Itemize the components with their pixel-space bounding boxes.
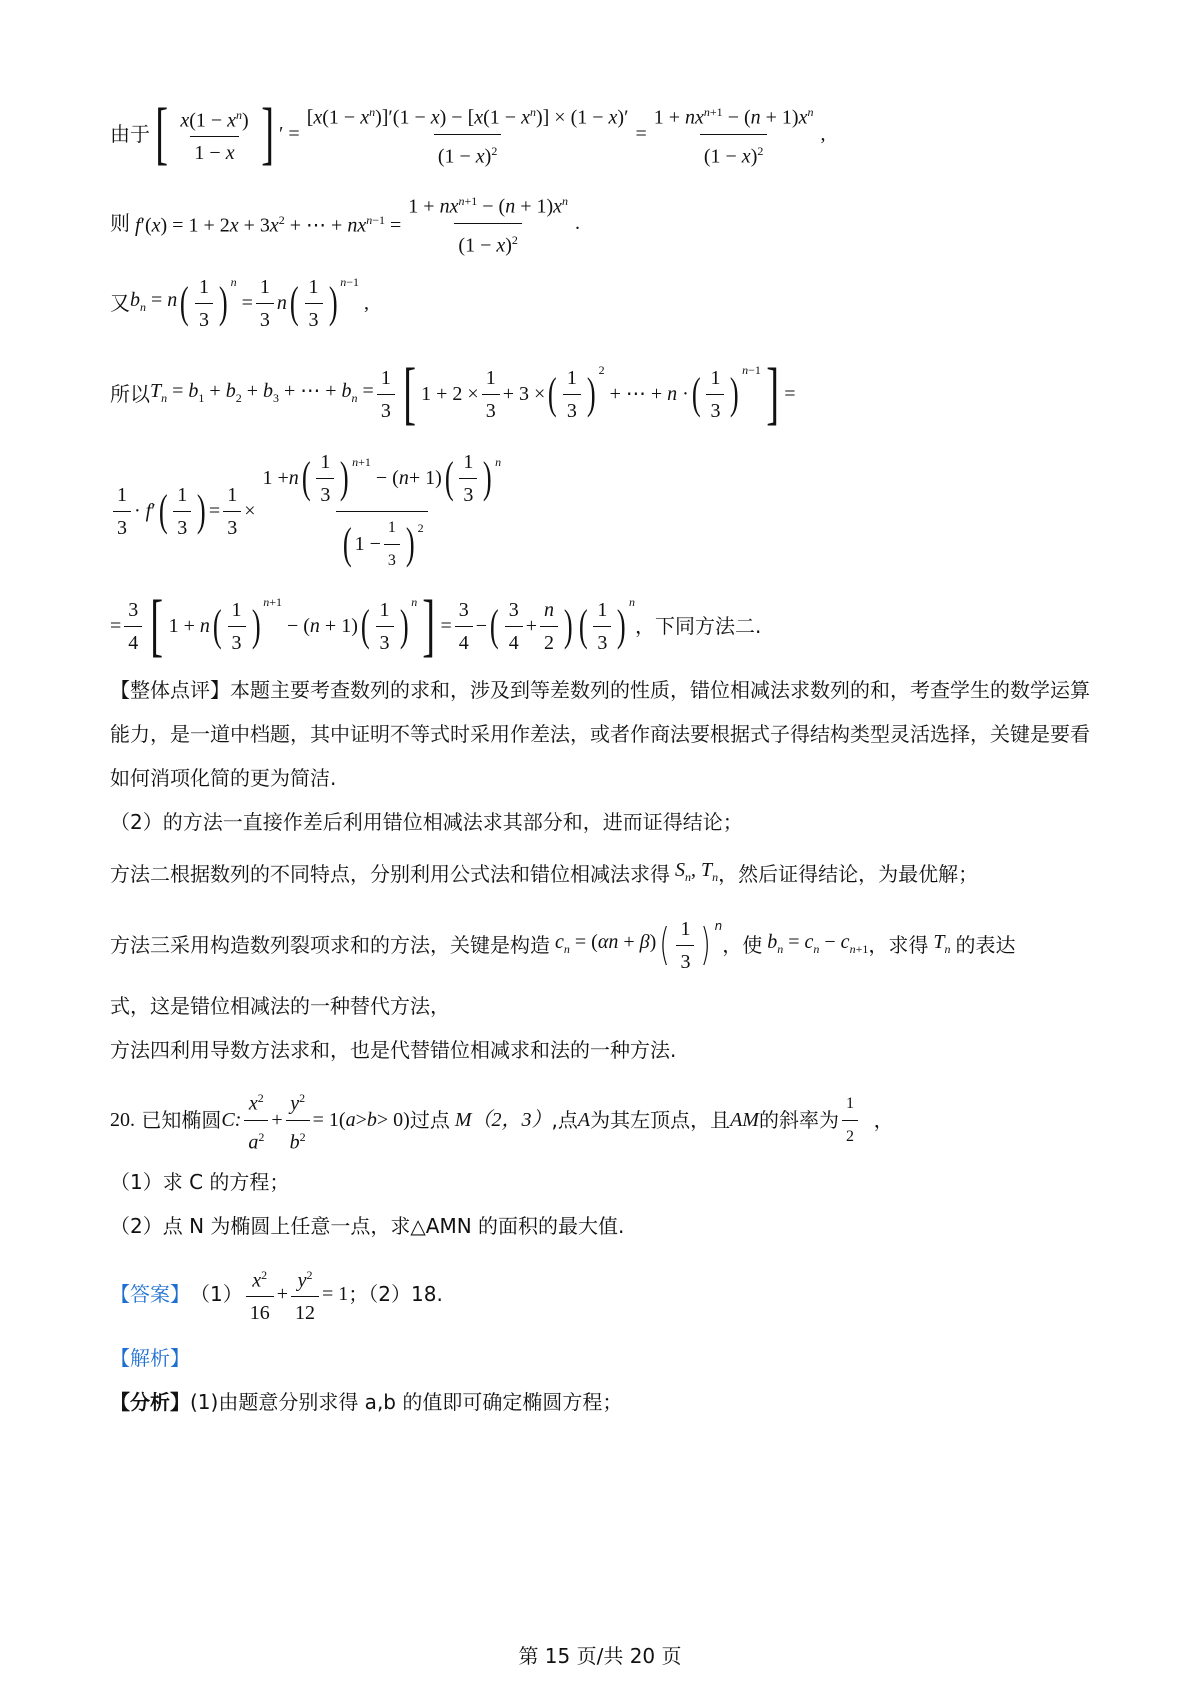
review-p2: （2）的方法一直接作差后利用错位相减法求其部分和，进而证得结论； — [110, 810, 743, 834]
fraction: $\frac{1 + nx^{n+1} - (n + 1)x^n}{(1 - x)^2}$ — [650, 98, 818, 170]
fraction: 1 + n ( $\frac{1}{3}$ ) $^{n +1}$ − ( n + 1) ( $\frac{1}{3}$ ) $^n$ ( 1 − $\frac{1}{3}$ ) $^2$ — [258, 448, 505, 575]
prefix-text: 则 — [110, 211, 130, 235]
review-paragraph — [110, 668, 1100, 800]
tn-line: 所以 $T_n = b_1 + b_2 + b_3$ + ⋯ + $b_n$ = $\frac{1}{3}$ [ 1 + 2 × $\frac{1}{3}$ + 3 × ( $\frac{1}{3}$ ) $^2$ + ⋯ + n · ( $\frac{1}{3}$ ) $^{n -1}$ ] = — [110, 355, 796, 432]
fprime-line: 则 $f'(x) = 1 + 2x + 3x^2$ + ⋯ + $nx^{n-1}$ = $\frac{1 + nx^{n+1} - (n + 1)x^n}{(1 - x)^2}$ . — [110, 190, 580, 256]
answer-label: 【答案】 — [110, 1282, 190, 1306]
prefix-text: 由于 — [110, 122, 150, 146]
suffix-text: ，下同方法二. — [634, 614, 762, 638]
fraction: $\frac{x(1 - x^n)}{1 - x}$ — [176, 101, 252, 168]
answer-line: 【答案】 （1） $\frac{x^2}{16}$ + $\frac{y^2}{12}$ = 1 ；（2）18. — [110, 1262, 443, 1326]
problem-number: 20. — [110, 1109, 135, 1131]
fraction: $\frac{1 + nx^{n+1} - (n + 1)x^n}{(1 - x)^2}$ — [404, 187, 572, 259]
review-label: 【整体点评】 — [110, 678, 230, 702]
question-2: （2）点 N 为椭圆上任意一点，求△AMN 的面积的最大值. — [110, 1214, 625, 1238]
review-p4: 方法三采用构造数列裂项求和的方法，关键是构造 $c_n = (\alpha n + \beta)$ ( $\frac{1}{3}$ ) $^n$ ，使 $b_n = c_n - c_{n+1}$ ，求得 $T_n$ 的表达 — [110, 912, 1015, 978]
fenxi-line: 【分析】(1)由题意分别求得 a,b 的值即可确定椭圆方程； — [110, 1390, 623, 1414]
question-1: （1）求 C 的方程； — [110, 1170, 290, 1194]
analysis-label: 【解析】 — [110, 1346, 190, 1370]
fraction: $\frac{[x(1 - x^n)]'(1 - x) - [x(1 - x^n)] \times (1 - x)'}{(1 - x)^2}$ — [303, 98, 633, 170]
review-p5: 式，这是错位相减法的一种替代方法， — [110, 994, 450, 1018]
prefix-text: 所以 — [110, 382, 150, 406]
derivative-quotient-line: 由于 [ $\frac{x(1 - x^n)}{1 - x}$ ] ′ = $\frac{[x(1 - x^n)]'(1 - x) - [x(1 - x^n)] \times (1 - x)'}{(1 - x)^2}$ = $\frac{1 + nx^{n+1} - (n + 1)x^n}{(1 - x)^2}$ , — [110, 95, 826, 172]
bn-line: 又 $b_n = n$ ( $\frac{1}{3}$ ) $^n$ = $\frac{1}{3}$ n ( $\frac{1}{3}$ ) $^{n -1}$ , — [110, 268, 369, 338]
result-line: = $\frac{3}{4}$ [ 1 + n ( $\frac{1}{3}$ ) $^{n +1}$ − (n + 1) ( $\frac{1}{3}$ ) $^n$ ] = $\frac{3}{4}$ − ( $\frac{3}{4}$ + $\frac{n}{2}$ ) ( $\frac{1}{3}$ ) $^n$ ，下同方法二. — [110, 587, 762, 664]
page-footer: 第 15 页/共 20 页 — [518, 1644, 682, 1668]
review-p3: 方法二根据数列的不同特点，分别利用公式法和错位相减法求得 $S_n$, $T_n$ ，然后证得结论，为最优解； — [110, 859, 979, 886]
review-text: 本题主要考查数列的求和，涉及到等差数列的性质，错位相减法求数列的和，考查学生的数学运算能力，是一道中档题，其中证明不等式时采用作差法，或者作商法要根据式子得结构类型灵活选择，关键是要看如何消项化简的更为简洁. — [110, 678, 1090, 790]
problem-20: 20. 已知椭圆 C: $\frac{x^2}{a^2}$ + $\frac{y^2}{b^2}$ = 1( a > b > 0) 过点 M（2，3） ,点 A 为其左顶点，且 AM 的斜率为 $\frac{1}{2}$ ， — [110, 1090, 894, 1150]
prefix-text: 又 — [110, 291, 130, 315]
review-p6: 方法四利用导数方法求和，也是代替错位相减求和法的一种方法. — [110, 1038, 677, 1062]
fenxi-label: 【分析】 — [110, 1390, 190, 1414]
fprime-one-third-line: $\frac{1}{3}$ · f′ ( $\frac{1}{3}$ ) = $\frac{1}{3}$ × 1 + n ( $\frac{1}{3}$ ) $^{n +1}$ − ( n + 1) ( $\frac{1}{3}$ ) $^n$ ( 1 − $\frac{1}{3}$ ) $^2$ — [110, 446, 508, 576]
